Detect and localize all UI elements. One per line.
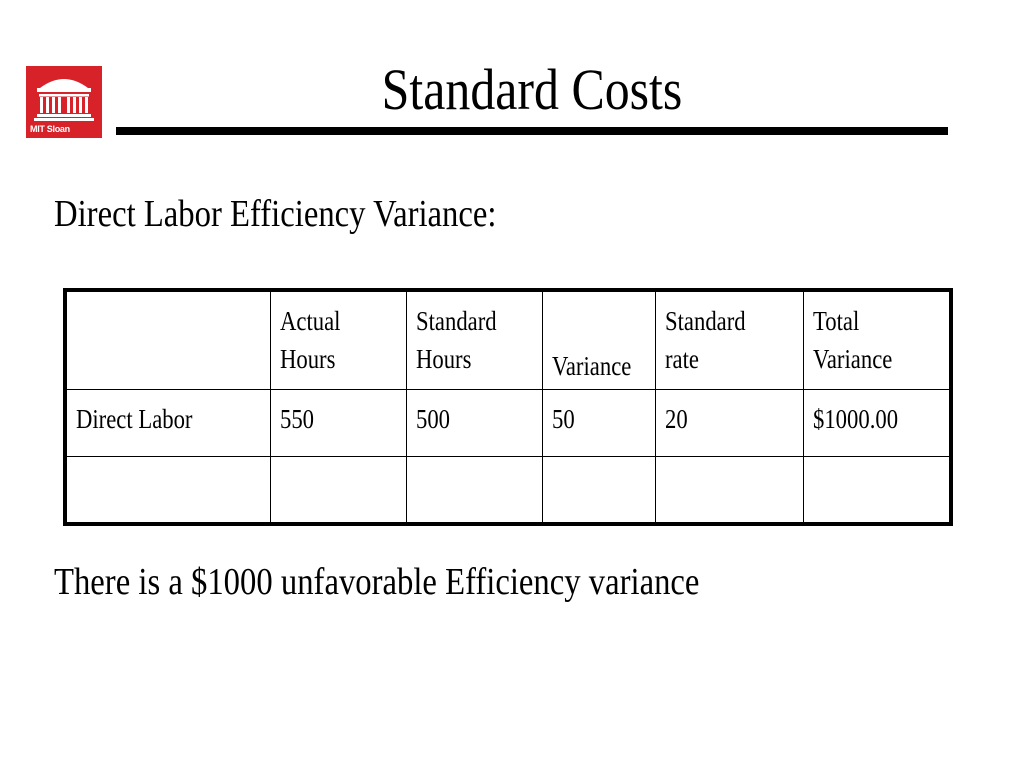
header-line: Variance xyxy=(812,344,892,374)
table-cell xyxy=(655,457,803,524)
cell-text: 550 xyxy=(279,404,314,435)
table-cell xyxy=(803,457,951,524)
header-line: Total xyxy=(812,306,859,336)
header-actual-hours xyxy=(270,290,406,390)
header-line: Standard xyxy=(664,306,746,336)
cell-text: $1000.00 xyxy=(812,404,898,435)
header-line: rate xyxy=(664,344,699,374)
table-cell xyxy=(406,390,542,457)
table-cell xyxy=(542,457,655,524)
logo-text: MIT Sloan xyxy=(30,124,70,134)
header-variance xyxy=(542,290,655,390)
cell-text: Direct Labor xyxy=(76,404,193,435)
table-cell xyxy=(270,457,406,524)
title-divider xyxy=(116,127,948,135)
table-header-row xyxy=(65,290,951,390)
header-line: Actual xyxy=(279,306,340,336)
header-line: Standard xyxy=(415,306,497,336)
header-line: Hours xyxy=(279,344,335,374)
table-row xyxy=(65,390,951,457)
slide-title: Standard Costs xyxy=(381,57,683,122)
header-cell-empty xyxy=(65,290,270,390)
variance-table xyxy=(63,288,953,526)
table-cell xyxy=(406,457,542,524)
cell-text: 20 xyxy=(664,404,688,435)
conclusion-text: There is a $1000 unfavorable Efficiency variance xyxy=(54,561,700,603)
table-cell xyxy=(65,457,270,524)
header-standard-hours xyxy=(406,290,542,390)
table-row xyxy=(65,457,951,524)
cell-text: 50 xyxy=(551,404,575,435)
header-line: Hours xyxy=(415,344,471,374)
table-cell xyxy=(542,390,655,457)
table-cell xyxy=(65,390,270,457)
table-cell xyxy=(803,390,951,457)
cell-text: 500 xyxy=(415,404,450,435)
section-heading: Direct Labor Efficiency Variance: xyxy=(54,193,497,235)
table-cell xyxy=(655,390,803,457)
header-line: Variance xyxy=(551,351,631,382)
header-standard-rate xyxy=(655,290,803,390)
header-total-variance xyxy=(803,290,951,390)
table-cell xyxy=(270,390,406,457)
mit-dome-icon xyxy=(26,66,102,126)
mit-sloan-logo xyxy=(26,66,102,138)
